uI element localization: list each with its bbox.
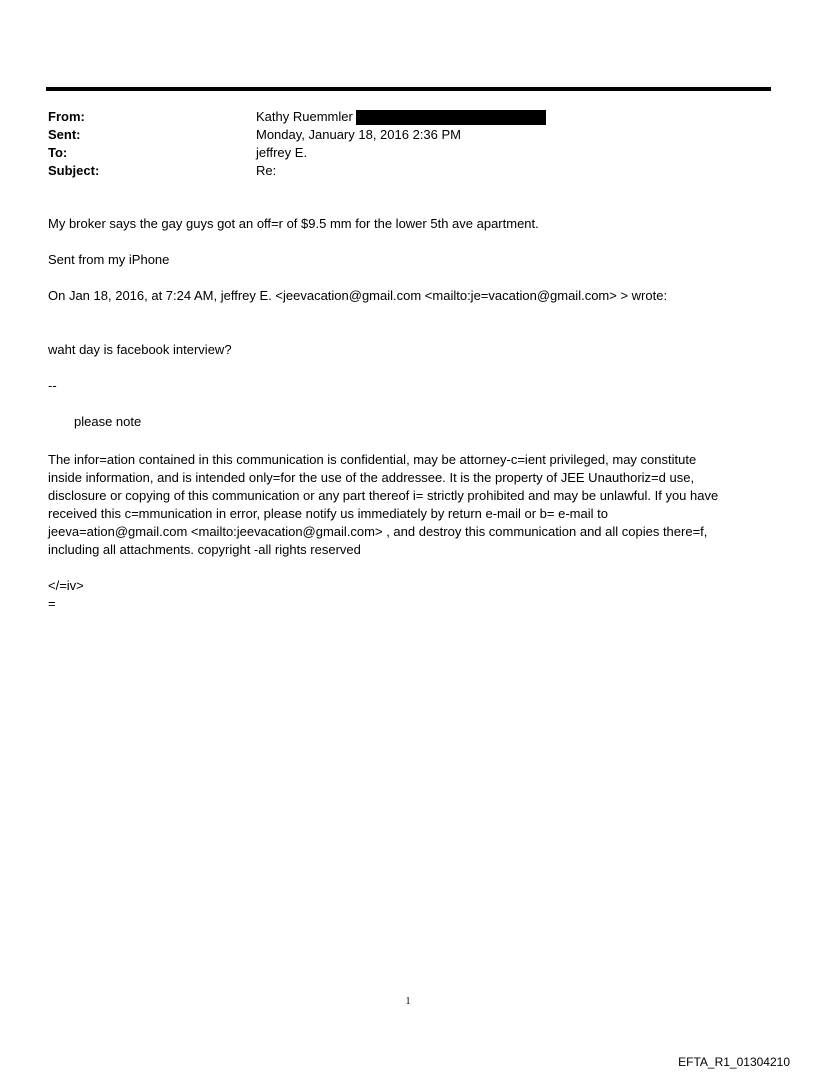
subject-label: Subject:	[48, 163, 100, 178]
sent-value: Monday, January 18, 2016 2:36 PM	[256, 127, 461, 142]
from-name: Kathy Ruemmler	[256, 109, 353, 124]
disclaimer-line: including all attachments. copyright -all rights reserved	[48, 542, 361, 557]
trailer-line: =	[48, 596, 56, 611]
separator: --	[48, 378, 57, 393]
sent-label: Sent:	[48, 127, 81, 142]
disclaimer-line: The infor=ation contained in this communication is confidential, may be attorney-c=ient privileged, may constitute	[48, 452, 697, 467]
signature: Sent from my iPhone	[48, 252, 170, 267]
please-note: please note	[74, 414, 142, 429]
from-label: From:	[48, 109, 85, 124]
quoted-message: waht day is facebook interview?	[48, 342, 232, 357]
email-header	[48, 108, 748, 180]
document-id: EFTA_R1_01304210	[678, 1055, 790, 1069]
disclaimer-line: inside information, and is intended only=for the use of the addressee. It is the property of JEE Unauthoriz=d use,	[48, 470, 695, 485]
trailer-line: </=iv>	[48, 578, 84, 593]
redaction-block	[356, 110, 546, 125]
from-row	[48, 108, 748, 126]
to-label: To:	[48, 145, 68, 160]
quote-intro: On Jan 18, 2016, at 7:24 AM, jeffrey E. <jeevacation@gmail.com <mailto:je=vacation@gmail.com> > wrote:	[48, 288, 668, 303]
to-row	[48, 144, 748, 162]
disclaimer-line: disclosure or copying of this communication or any part thereof i= strictly prohibited and may be unlawful. If you have	[48, 488, 719, 503]
header-divider	[46, 87, 771, 91]
subject-value: Re:	[256, 163, 277, 178]
disclaimer-line: jeeva=ation@gmail.com <mailto:jeevacation@gmail.com> , and destroy this communication and all copies there=f,	[48, 524, 708, 539]
message-body: My broker says the gay guys got an off=r of $9.5 mm for the lower 5th ave apartment.	[48, 216, 539, 231]
page-number: 1	[405, 996, 411, 1007]
from-value	[256, 108, 546, 126]
sent-row	[48, 126, 748, 144]
to-value: jeffrey E.	[256, 145, 308, 160]
confidentiality-disclaimer	[48, 451, 768, 559]
subject-row	[48, 162, 748, 180]
disclaimer-line: received this c=mmunication in error, please notify us immediately by return e-mail or b= e-mail to	[48, 506, 608, 521]
